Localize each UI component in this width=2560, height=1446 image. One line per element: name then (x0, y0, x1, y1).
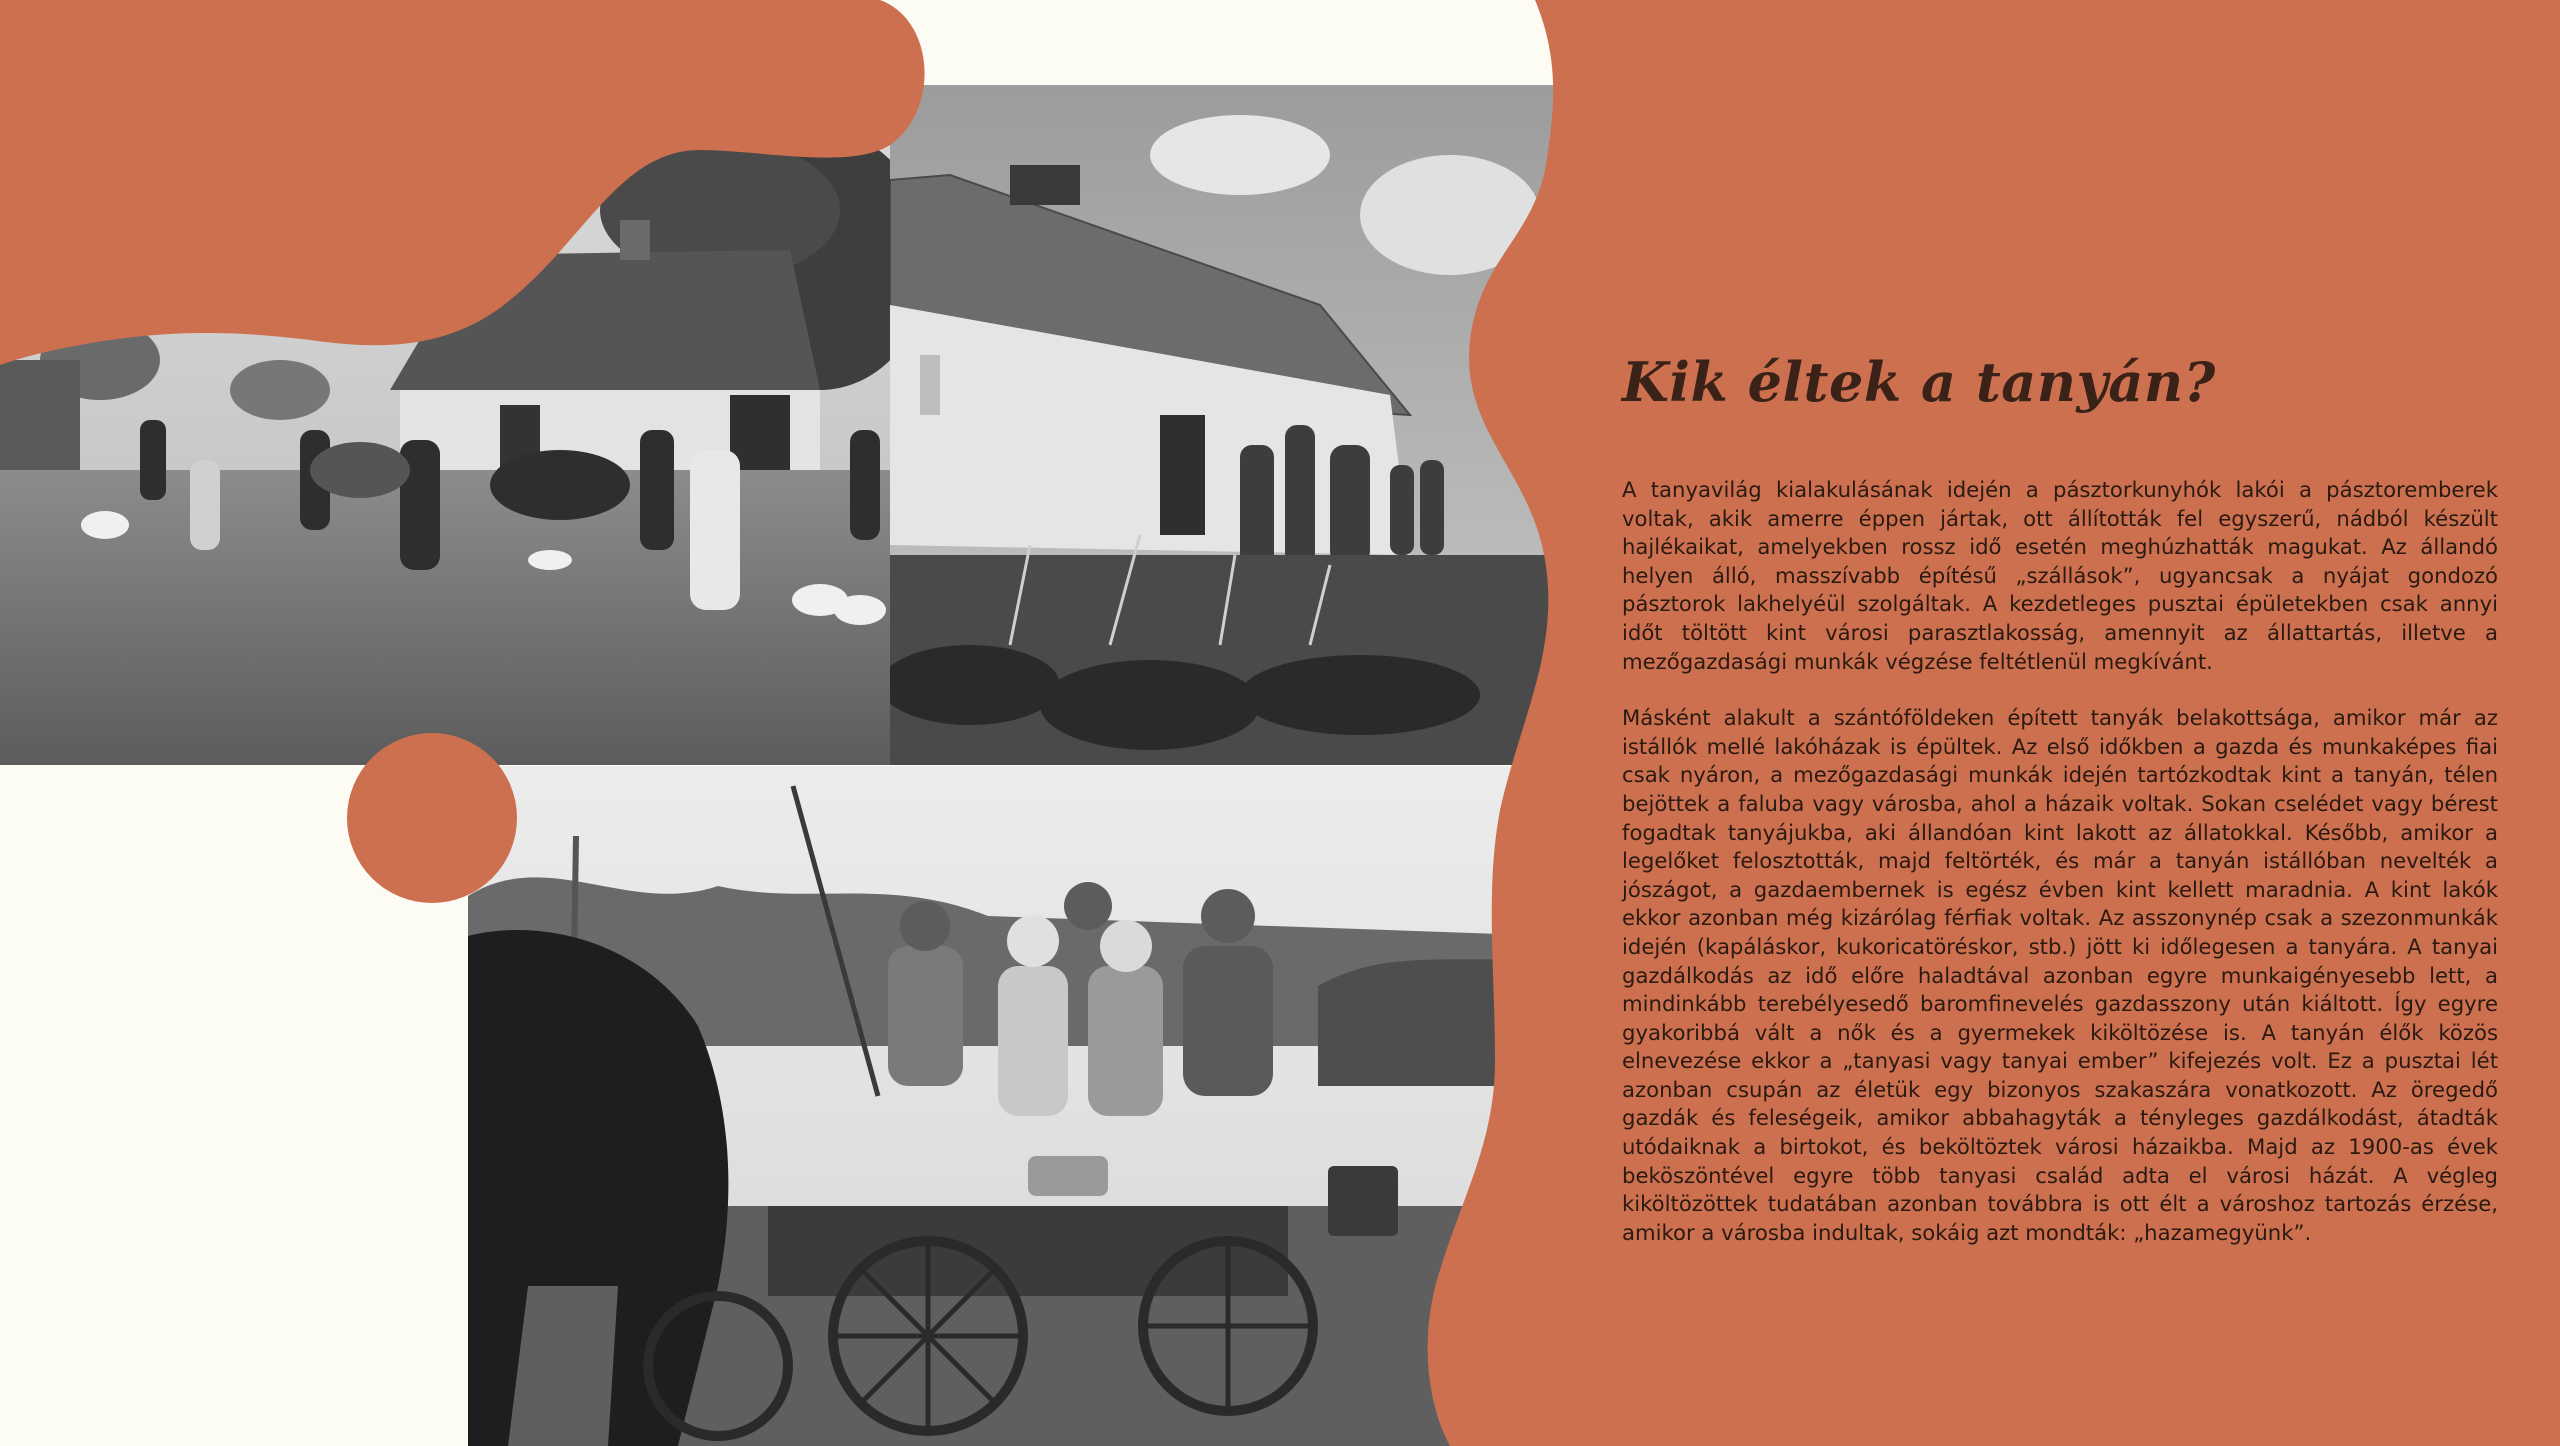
article-panel (1622, 350, 2498, 1275)
article-paragraph-1: A tanyavilág kialakulásának idején a pásztorkunyhók lakói a pásztoremberek voltak, akik amerre éppen jártak, ott állították fel egyszerű, nádból készült hajlékaikat, amelyekben rossz idő esetén meghúzhatták magukat. Az állandó helyen álló, masszívabb építésű „szállások”, ugyancsak a nyájat gondozó pásztorok lakhelyéül szolgáltak. A kezdetleges pusztai épületekben csak annyi időt töltött kint városi parasztlakosság, amennyit az állattartás, illetve a mezőgazdasági munkák végzése feltétlenül megkívánt. (1622, 477, 2498, 674)
article-paragraph-2: Másként alakult a szántóföldeken épített tanyák belakottsága, amikor már az istállók mellé lakóházak is épültek. Az első időkben a gazda és munkaképes fiai csak nyáron, a mezőgazdasági munkák idején tartózkodtak kint a tanyán, télen bejöttek a faluba vagy városba, ahol a házaik voltak. Sokan cselédet vagy bérest fogadtak tanyájukba, aki állandóan kint lakott az állatokkal. Később, amikor a legelőket felosztották, majd feltörték, és már a tanyán istállóban nevelték a jószágot, a gazdaembernek is egész évben kint kellett maradnia. A kint lakók ekkor azonban még kizárólag férfiak voltak. Az asszonynép csak a szezonmunkák idején (kapáláskor, kukoricatöréskor, stb.) jött ki időlegesen a tanyára. A tanyai gazdálkodás az idő előre haladtával azonban egyre munkaigényesebb lett, a mindinkább terebélyesedő baromfinevelés gazdasszony után kiáltott. Így egyre gyakoribbá vált a nők és a gyermekek kiköltözése is. A tanyán élők közös elnevezése ekkor a „tanyasi vagy tanyai ember” kifejezés volt. Ez a pusztai lét azonban csupán az életük egy bizonyos szakaszára vonatkozott. Az öregedő gazdák és feleségeik, amikor abbahagyták a tényleges gazdálkodást, átadták utódaiknak a birtokot, és beköltöztek városi házaikba. Majd az 1900-as évek beköszöntével egyre több tanyasi család adta el városi házát. A végleg kiköltözöttek tudatában azonban továbbra is ott élt a városhoz tartozás érzése, amikor a városba indultak, sokáig azt mondták: „hazamegyünk”. (1622, 705, 2498, 1245)
accent-circle (347, 733, 517, 903)
top-left-blob (0, 0, 925, 365)
article-title: Kik éltek a tanyán? (1622, 350, 2216, 414)
